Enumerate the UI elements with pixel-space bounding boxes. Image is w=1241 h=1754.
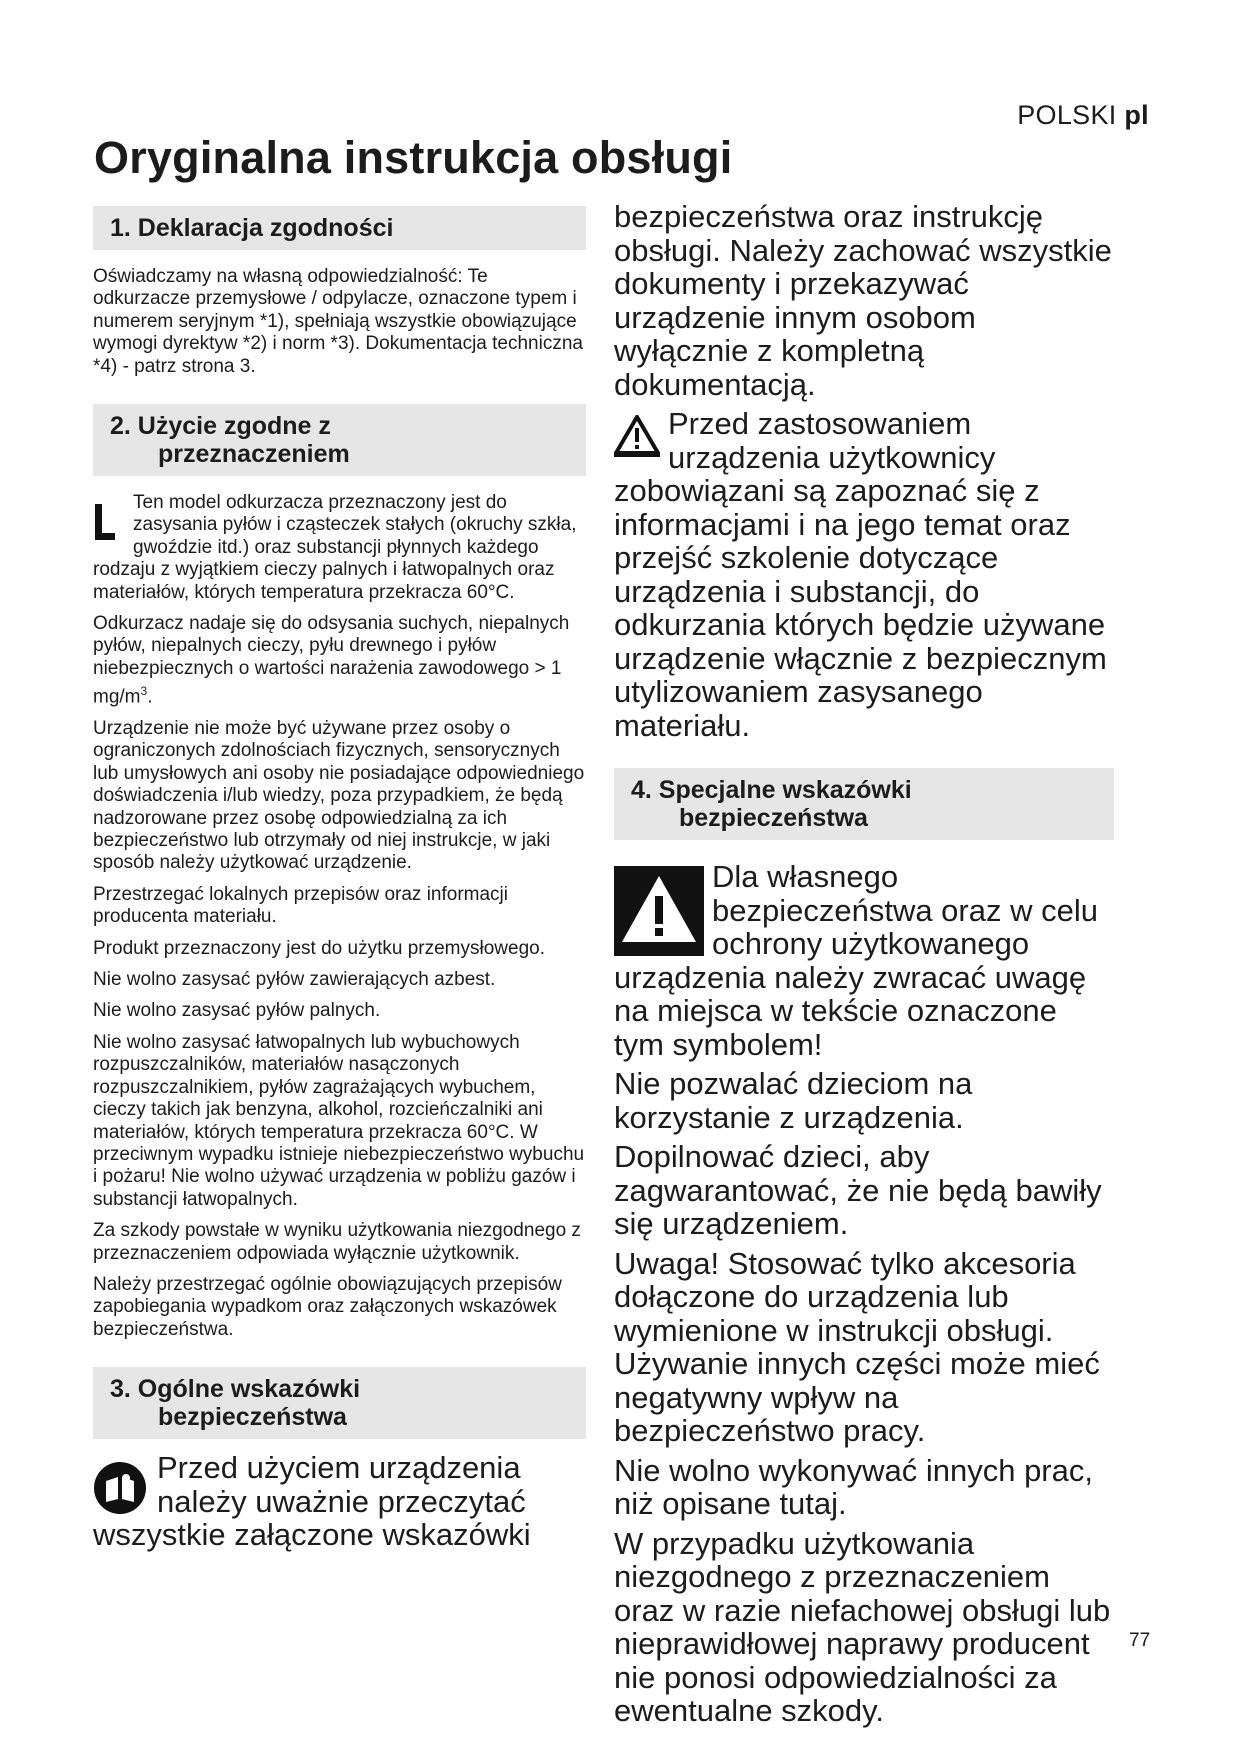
- section-4-paragraph-5: Nie wolno wykonywać innych prac, niż opisane tutaj.: [614, 1452, 1093, 1521]
- read-manual-icon: [93, 1461, 147, 1515]
- language-name: POLSKI: [1017, 100, 1117, 130]
- section-2-heading: [93, 404, 586, 476]
- section-4-paragraph-4: Uwaga! Stosować tylko akcesoria dołączone do urządzenia lub wymienione w instrukcji obsługi. Używanie innych części może mieć negatywny wpływ na bezpieczeństwo pracy.: [614, 1245, 1100, 1448]
- section-2-paragraph-7: Nie wolno zasysać pyłów palnych.: [93, 1000, 381, 1022]
- section-3-paragraph-1-end: bezpieczeństwa oraz instrukcję obsługi. Należy zachować wszystkie dokumenty i przekazywać urządzenie innym osobom wyłącznie z kompletną dokumentacją.: [614, 199, 1112, 402]
- section-4-paragraph-3: Dopilnować dzieci, aby zagwarantować, że nie będą bawiły się urządzeniem.: [614, 1139, 1102, 1241]
- l-paragraph-marker-icon: [95, 504, 115, 540]
- section-4-heading-line2: bezpieczeństwa: [679, 804, 868, 832]
- section-3-paragraph-1-start: Przed użyciem urządzenia należy uważnie przeczytać wszystkie załączone wskazówki: [93, 1450, 531, 1553]
- section-2-paragraph-5: Produkt przeznaczony jest do użytku przemysłowego.: [93, 937, 545, 959]
- section-2-heading-line1: 2. Użycie zgodne z: [110, 412, 331, 441]
- left-column: [93, 206, 586, 1558]
- section-4-paragraph-2: Nie pozwalać dzieciom na korzystanie z urządzenia.: [614, 1066, 973, 1135]
- section-3-heading-line2: bezpieczeństwa: [158, 1403, 347, 1432]
- section-4-paragraph-6: W przypadku użytkowania niezgodnego z przeznaczeniem oraz w razie niefachowej obsługi lub nieprawidłowej naprawy producent nie ponosi odpowiedzialności za ewentualne szkody.: [614, 1525, 1111, 1728]
- section-2-paragraph-1: Ten model odkurzacza przeznaczony jest do zasysania pyłów i cząsteczek stałych (okruchy szkła, gwoździe itd.) oraz substancji płynnych każdego rodzaju z wyjątkiem cieczy palnych i łatwopalnych oraz materiałów, których temperatura przekracza 60°C.: [93, 492, 577, 603]
- section-2-paragraph-2: Odkurzacz nadaje się do odsysania suchych, niepalnych pyłów, niepalnych cieczy, pyłu drewnego i pyłów niebezpiecznych o wartości narażenia zawodowego > 1 $mg/m^3$.: [93, 613, 570, 708]
- page-number: 77: [1129, 1630, 1151, 1651]
- section-4-heading-line1: 4. Specjalne wskazówki: [631, 776, 912, 804]
- section-2-paragraph-10: Należy przestrzegać ogólnie obowiązujących przepisów zapobiegania wypadkom oraz załączonych wskazówek bezpieczeństwa.: [93, 1273, 562, 1340]
- section-2-paragraph-6: Nie wolno zasysać pyłów zawierających azbest.: [93, 969, 496, 991]
- section-1-heading: 1. Deklaracja zgodności: [93, 206, 586, 250]
- section-3-heading-line1: 3. Ogólne wskazówki: [110, 1375, 361, 1404]
- page-title: Oryginalna instrukcja obsługi: [94, 132, 733, 183]
- section-2-paragraph-9: Za szkody powstałe w wyniku użytkowania niezgodnego z przeznaczeniem odpowiada wyłącznie użytkownik.: [93, 1220, 581, 1264]
- section-2-paragraph-4: Przestrzegać lokalnych przepisów oraz informacji producenta materiału.: [93, 883, 508, 928]
- section-4-heading: [614, 768, 1114, 840]
- section-2-paragraph-3: Urządzenie nie może być używane przez osoby o ograniczonych zdolnościach fizycznych, sensorycznych lub umysłowych ani osoby nie posiadające odpowiedniego doświadczenia i/lub wiedzy, poza przypadkiem, że będą nadzorowane przez osobę odpowiedzialną za ich bezpieczeństwo lub otrzymały od niej instrukcje, w jaki sposób należy użytkować urządzenie.: [93, 718, 585, 874]
- warning-triangle-icon: [614, 415, 660, 457]
- warning-triangle-icon: [614, 866, 704, 956]
- section-3-heading: [93, 1367, 586, 1439]
- section-3-paragraph-2: Przed zastosowaniem urządzenia użytkownicy zobowiązani są zapoznać się z informacjami i na jego temat oraz przejść szkolenie dotyczące urządzenia i substancji, do odkurzania których będzie używane urządzenie włącznie z bezpiecznym utylizowaniem zasysanego materiału.: [614, 406, 1107, 743]
- section-2-heading-line2: przeznaczeniem: [158, 440, 350, 469]
- section-1-text: Oświadczamy na własną odpowiedzialność: Te odkurzacze przemysłowe / odpylacze, oznaczone typem i numerem seryjnym *1), spełniają wszystkie obowiązujące wymogi dyrektyw *2) i norm *3). Dokumentacja techniczna *4) - patrz strona 3.: [93, 266, 583, 377]
- language-code: pl: [1124, 100, 1149, 130]
- section-4-paragraph-1: Dla własnego bezpieczeństwa oraz w celu ochrony użytkowanego urządzenia należy zwracać uwagę na miejsca w tekście oznaczone tym symbolem!: [614, 859, 1098, 1062]
- right-column: [614, 200, 1114, 1734]
- section-2-paragraph-8: Nie wolno zasysać łatwopalnych lub wybuchowych rozpuszczalników, materiałów nasączonych rozpuszczalnikiem, pyłów zagrażających wybuchem, cieczy takich jak benzyna, alkohol, rozcieńczalniki ani materiałów, których temperatura przekracza 60°C. W przeciwnym wypadku istnieje niebezpieczeństwo wybuchu i pożaru! Nie wolno używać urządzenia w pobliżu gazów i substancji łatwopalnych.: [93, 1031, 585, 1210]
- language-label: [1017, 100, 1149, 131]
